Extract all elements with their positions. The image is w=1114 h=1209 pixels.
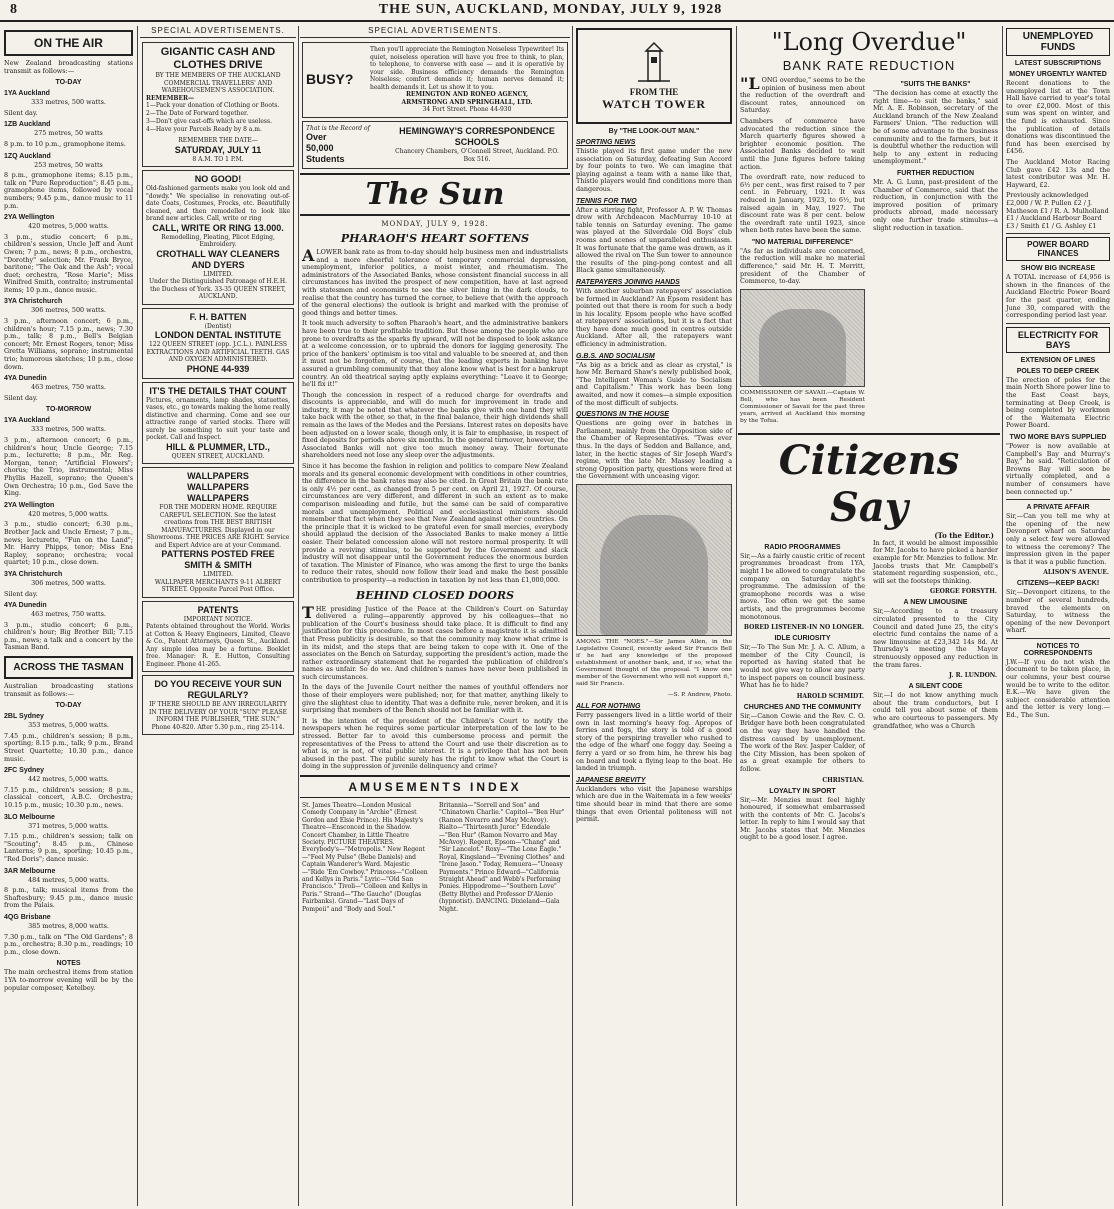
editorial-headline: PHARAOH'S HEART SOFTENS [340,232,530,245]
today-heading: TO-DAY [55,79,82,87]
patents-sub: IMPORTANT NOTICE. [183,615,253,623]
money-wanted: MONEY URGENTLY WANTED [1009,71,1107,78]
no-good-heading: NO GOOD! [194,174,242,184]
notices-text: J.W.—If you do not wish the document to be taken place, in our columns, your best course would be to write to the editor. E.K.—We have given the subject considerable attention and the letter is very long.—Ed., The Sun. [1006,657,1110,720]
hem-name: HEMINGWAY'S CORRESPONDENCE SCHOOLS [399,126,555,148]
station-power: 484 metres, 5,000 watts. [28,875,109,884]
hem-record: That is the Record of [306,124,370,132]
drive-point: 2—The Date of Forward together. [146,110,249,117]
news-and-letters-column [738,26,1000,1206]
station-name: 1YA Auckland [4,417,50,425]
no-good-text: Old-fashioned garments make you look old and "dowdy." We specialise in renovating out-of-date Coats, Costumes, Frocks, etc. Beautifully cleaned, and then remodelled to look like brand new articles. Call, write or ring [146,185,290,222]
drive-by: BY THE MEMBERS OF THE AUCKLAND COMMERCIAL TRAVELLERS' AND WAREHOUSEMEN'S ASSOCIATION. [155,72,281,94]
long-overdue-headline: "Long Overdue" [771,28,967,56]
sun-text: IF THERE SHOULD BE ANY IRREGULARITY IN THE DELIVERY OF YOUR "SUN" PLEASE INFORM THE PUBLISHER, "THE SUN." [149,701,287,723]
article-paragraph: "As far as individuals are concerned, the reduction will make no material difference," said Mr. H. T. Merritt, president of the Chamber of Commerce, to-day. [740,246,865,286]
station-power: 385 metres, 8,000 watts. [28,921,109,930]
keep-back-heading: CITIZENS—KEEP BACK! [1016,580,1100,588]
station-power: 306 metres, 500 watts. [31,578,106,587]
today-stations [2,90,135,402]
letter-heading: RADIO PROGRAMMES [764,543,841,551]
station-name: 4QG Brisbane [4,913,51,921]
wallpapers-line: WALLPAPERS [187,493,249,503]
remember-label: REMEMBER— [146,94,195,102]
station-text: 3 p.m., studio concert; 6 p.m., children's hour; Big Brother Bill; 7.15 p.m., news; a talk and a concert by the Tasman Band. [4,620,133,652]
details-heading: IT'S THE DETAILS THAT COUNT [149,385,287,396]
hem-students: Students [306,154,345,164]
station-name: 3LO Melbourne [4,813,55,821]
station-name: 1YA Auckland [4,90,50,98]
article-paragraph: Chambers of commerce have advocated the reduction since the March quarterly figures showed a brighter economic position. The Associated Banks decided to wait until the June figures before taking action. [740,116,865,171]
batten-inst: LONDON DENTAL INSTITUTE [154,330,282,340]
electricity-subhead2: POLES TO DEEP CREEK [1016,367,1100,375]
article-paragraph: "LONG overdue," seems to be the opinion of business men about the reduction of the overdraft and discount rates, announced on Saturday. [740,74,865,115]
byline: By "THE LOOK-OUT MAN." [608,128,700,135]
station-power: 442 metres, 5,000 watts. [28,775,109,784]
item-heading: RATEPAYERS JOINING HANDS [576,278,680,286]
on-the-air-column [2,26,135,1206]
dateline: MONDAY, JULY 9, 1928. [381,220,489,228]
item-text: "As big as a brick and as clear as crystal," is how Mr. Bernard Shaw's newly published book, "The Intelligent Woman's Guide to Socialism and Capitalism." This work has been long awaited, and now it comes—a simple exposition of the most difficult of subjects. [576,360,732,407]
article-subhead: "NO MATERIAL DIFFERENCE" [751,238,854,246]
station-name: 2YA Wellington [4,214,55,222]
busy-heading: BUSY? [306,71,354,88]
australian-stations [2,713,135,956]
tower-name: WATCH TOWER [601,96,707,111]
item-heading: ALL FOR NOTHING [576,702,641,710]
remember-date-label: REMEMBER THE DATE— [178,137,258,144]
letter-text: In fact, it would be almost impossible for Mr. Jacobs to have picked a harder example for Mr. Menzies to follow. Mr. Jacobs trusts that Mr. Campbell's statement regarding suspension, etc., will set the footsteps thinking. [873,538,998,585]
sun-delivery-ad [142,675,294,735]
electricity-subhead: EXTENSION OF LINES [1020,356,1096,364]
item-heading: TENNIS FOR TWO [576,197,637,205]
letter-heading: LOYALTY IN SPORT [769,787,836,795]
item-heading: JAPANESE BREVITY [576,776,646,784]
station-name: 3AR Melbourne [4,867,56,875]
captain-bell-photo [740,289,865,387]
station-power: 333 metres, 500 watts. [31,98,106,107]
batten-ad [142,308,294,379]
across-tasman-heading: ACROSS THE TASMAN [4,656,133,679]
electricity-sub: TWO MORE BAYS SUPPLIED [1009,434,1107,441]
letter-signature: J. R. LUNDON. [949,672,997,680]
letters [738,540,1000,845]
article-subhead: "SUITS THE BANKS" [900,81,971,88]
item-text: Questions are going over in batches in Parliament, mainly from the Opposition side of the Chamber of Representatives. "Twas ever thus. In the days of Seddon and Ballance, and, later, in the hectic stages of Sir Joseph Ward's regime, with the late Mr. Massey leading a strong Opposition party, questions were fired at the Government with unceasing vigor. [576,419,732,481]
station-power: 253 metres, 50 watts [34,160,103,169]
notices-heading: NOTICES TO CORRESPONDENTS [1023,642,1093,657]
item-heading: SPORTING NEWS [576,139,636,146]
latest-subscriptions: LATEST SUBSCRIPTIONS [1014,60,1102,67]
wallpapers-line: WALLPAPERS [187,482,249,492]
letter-text: Sir,—I do not know anything much about the tram conductors, but I could tell you about some of them who are courteous to passengers. My grandfather, who was a Church [873,691,998,730]
station-power: 463 metres, 750 watts. [31,610,106,619]
station-text: 8 p.m., talk; musical items from the Shaftesbury; 9.45 p.m., dance music from the Palais. [4,886,133,910]
station-text: Silent day. [4,108,38,117]
station-power: 420 metres, 5,000 watts. [28,222,109,231]
batten-name: F. H. BATTEN [189,311,247,322]
letter-heading: A NEW LIMOUSINE [903,599,968,607]
station-name: 2FC Sydney [4,767,45,775]
electricity-heading: ELECTRICITY FOR BAYS [1006,327,1110,353]
station-power: 463 metres, 750 watts. [31,383,106,392]
hem-over: Over [306,132,327,142]
item-heading: G.B.S. AND SOCIALISM [576,352,655,360]
article-paragraph: Mr. A. G. Lunn, past-president of the Chamber of Commerce, said that the reduction, in conjunction with the improved position of primary products abroad, made necessary only one further trade stimulus—a slight reduction in taxation. [873,177,998,232]
local-news-column [1004,26,1112,1206]
power-board-heading: POWER BOARD FINANCES [1006,237,1110,261]
citizens-say-heading: Citizens Say [738,433,1000,531]
station-name: 1ZB Auckland [4,121,51,129]
letter-heading: A SILENT CODE [908,683,963,691]
station-name: 4YA Dunedin [4,602,47,610]
letter-text: Sir,—According to a treasury circulated presented to the City Council and dated June 25, the city's electric fund contains the name of a new limousine at £23,342 14s 8d. At Thursday's meeting the Mayor strenuously opposed any reduction in the tram fares. [873,607,998,669]
batten-sub: (Dentist) [204,322,232,330]
busy-company2: ARMSTRONG AND SPRINGHALL, LTD. [401,98,533,106]
letter-text: Sir,—As a fairly caustic critic of recent programmes broadcast from 1YA, might I be allowed to congratulate the company on Saturday night's programme. The admission of the gramophone records was a wise move. Too often we get the same artists, and the programmes become monotonous. [740,551,865,621]
letter-signature: GEORGE FORSYTH. [929,588,997,596]
station-text: 3 p.m., studio concert; 6 p.m., children's session, Uncle Jeff and Aunt Gwen; 7 p.m., news; 8 p.m., orchestra, "Dorothy" selection; Mr. Frank Bryce, baritone; "The Oak and the Ash"; vocal duet; orchestra, "Rose Marie"; Miss Winifred Smith, contralto; instrumental items; 10 p.m., dance music. [4,232,133,294]
clothes-drive-ad [142,42,294,167]
radio-intro: New Zealand broadcasting stations transmit as follows:— [4,59,133,75]
special-ads-label: SPECIAL ADVERTISEMENTS. [140,26,296,38]
item-text: With another suburban ratepayers' association be formed in Auckland? An Epsom resident has pointed out that there is room for such a body in his locality. Epsom people who have scoffed at ratepayers' associations, but it is a fact that they have done much good in centres outside Auckland. After all, the ratepayers want efficiency in administration. [576,286,732,349]
batten-phone: PHONE 44-939 [186,363,250,374]
across-today: TO-DAY [55,702,82,710]
station-power: 353 metres, 5,000 watts. [28,721,109,730]
index-column: St. James Theatre—London Musical Comedy Company in "Archie" (Ernest Gordon and Elsie Prince). His Majesty's Theatre—Ensconced in the Shadow. Concert Chamber, in Little Theatre Society. PICTURE THEATRES. Everybody's—"Metropolis." New Regent—"Feel My Pulse" (Bebe Daniels) and Captain Wanderer's Ward. Majestic—"Ride 'Em Cowboy." Princess—"Colleen and Kellys in Paris." Lyric—"Old San Francisco." Tivoli—"Colleen and Kellys in Paris." Strand—"The Gaucho" (Douglas Fairbanks). Grand—"Last Days of Pompeii" and "Body and Soul." [302,802,428,913]
smith-wallpaper-ad [142,467,294,598]
watch-tower-column [574,26,734,1206]
letter-heading: CHURCHES AND THE COMMUNITY [743,703,862,711]
photo-credit: —S. P. Andrew, Photo. [667,691,732,698]
tower-icon [634,41,674,87]
smith-addr: WALLPAPER MERCHANTS 9-11 ALBERT STREET. Opposite Parcel Post Office. [154,578,282,593]
smith-sub: LIMITED. [203,571,233,578]
hem-num: 50,000 [306,143,334,153]
hem-addr: Chancery Chambers, O'Connell Street, Auckland. P.O. Box 516. [395,148,559,163]
station-text: 7.45 p.m., children's session; 8 p.m., sporting; 8.15 p.m., talk; 9 p.m., Brand Street Quartette; 10.30 p.m., dance music. [4,731,133,763]
letter-text: Sir,—Canon Cowie and the Rev. C. O. Bridger have both been congratulated on the way they have handled the distress caused by unemployment. The work of the Rev. Jasper Calder, of the City Mission, has been spoken of as a great example for others to follow. [740,711,865,773]
patterns-posted: PATTERNS POSTED FREE [161,549,275,559]
private-affair-text: Sir,—Can you tell me why at the opening of the new Devonport wharf on Saturday only a select few were allowed to witness the ceremony? The impression given in the paper is that it was a public function. [1006,512,1110,566]
letter-text: Sir,—To The Sun Mr. J. A. C. Allum, a member of the City Council, is reported as having stated that he would not give way to allow any party to inspect papers on council business. What has he to hide? [740,643,865,690]
item-text: Ferry passengers lived in a little world of their own in last morning's heavy fog. Apropos of ferries and fogs, the story is told of a good story of the perspiring traveller who rushed to the edge of the wharf one foggy day. Seeing a ferry a yard or so from him, he threw his bag on board and took a flying leap to the boat. He landed in triumph. [576,710,732,773]
station-name: 3YA Christchurch [4,298,63,306]
article-paragraph: "The decision has come at exactly the right time—to suit the banks," said Mr. A. E. Robinson, secretary of the Auckland branch of the New Zealand Farmers' Union. "The reduction will be of some advantage to the business community and to the farmers, but it is doubtful whether the reduction will help to any extent in reducing unemployment." [873,89,998,166]
station-text: 7.15 p.m., children's session; talk on "Scouting"; 8.45 p.m., Chinese Lanterns; 9 p.m., sporting; 10.45 p.m., "Red Doris"; dance music. [4,832,133,863]
tomorrow-stations [2,417,135,652]
station-name: 2BL Sydney [4,713,44,721]
power-board-text: A TOTAL increase of £4,956 is shown in the finances of the Auckland Electric Power Board for the past quarter, ending June 30, compared with the corresponding period last year. [1006,273,1110,320]
drive-date: SATURDAY, JULY 11 [174,144,262,155]
letter-signature: HAROLD SCHMIDT. [796,692,864,700]
electricity-text: The erection of poles for the main North Shore power line to the East Coast bays, terminating at Deep Creek, is being completed by workmen of the Waitemata Electric Power Board. [1006,375,1110,430]
drive-point: 4—Have your Parcels Ready by 8 a.m. [146,126,262,133]
station-power: 420 metres, 5,000 watts. [28,509,109,518]
station-name: 4YA Dunedin [4,375,47,383]
station-power: 275 metres, 50 watts [34,129,103,138]
drive-point: 3—Don't give cast-offs which are useless. [146,118,272,125]
masthead-title: THE SUN, AUCKLAND, MONDAY, JULY 9, 1928 [378,2,723,17]
wallpaper-text: FOR THE MODERN HOME. REQUIRE CAREFUL SELECTION. See the latest creations from THE BEST BRITISH MANUFACTURERS. Displayed in our Showrooms. THE PRICES ARE RIGHT. Service and Expert Advice are at your Command. [146,504,290,549]
editorial-headline: BEHIND CLOSED DOORS [355,588,515,602]
editorial-paragraph: In the days of the Juvenile Court neither the names of youthful offenders nor those of their employers were published; nor, for that matter, anything likely to give the slightest clue to identity. That was a definite rule, never broken, and it is surprising that members of the Bench should not be familiar with it. [302,683,568,715]
editorial-paragraph: Since it has become the fashion in religion and politics to compare New Zealand morals and its general economic development with conditions in other countries, the difference in the bank rates may also be cited. In Great Britain the bank rate is only 4½ per cent., as changed from 5 per cent. on April 21, 1927. Of course, circumstances are very different, and different in such an extent as to make comparison misleading and futile, but the same can be said of comparative morals and unemployment. Political and ecclesiastical ministers should remember that fact when they see that New Zealand against other countries. On the principle that it is wicked to be grateful even for small mercies, everybody should applaud the decision of the Associated Banks to make money a little easier. Their belated concession alone will not restore normal prosperity. It will provide a reviving stimulus, to be supported by the Government and slack industry will not disappear until the Government reduces the enormous burden of taxation. The Minister of Finance, who was among the first to urge the banks to reduce their rates, should now follow their lead and make the best possible contribution to prosperity—a reduction in taxation by not less than £1,000,000. [302,462,568,584]
item-text: Aucklanders who visit the Japanese warships which are due in the Waitemata in a few weeks' time should bear in mind that there are some things that even Oriental politeness will not permit. [576,784,732,824]
editorial-paragraph: It took much adversity to soften Pharaoh's heart, and the administrative bankers have been true to their profitable tradition. But those among the people who are prone to overdrafts as the sparks fly upward, will not be disposed to look askance at a welcome concession, or to upbraid the donors for lagging generosity. The price of the bankers' optimism is too vital and valuable to be sneered at, and then it must not be forgotten, of course, that the leading experts in banking have assured a grumbling community that they alone know what is best for a bankrupt country. An old theatrical saying aptly explains everything: "Leave it to George; he'll fix it!" [302,319,568,389]
editorial-column [300,26,570,1206]
batten-text: 122 QUEEN STREET (opp. J.C.L.). PAINLESS EXTRACTIONS AND ARTIFICIAL TEETH. GAS AND OXYGEN ADMINISTERED. [146,341,290,363]
no-good-phone: CALL, WRITE OR RING 13.000. [152,222,284,233]
amusements-index-heading: AMUSEMENTS INDEX [300,775,570,798]
photo-caption: COMMISSIONER OF SAVAII.—Captain W. Bell, who has been Resident Commissioner of Savaii for the past three years, arrived at Auckland this morning by the Tofua. [740,389,865,424]
keep-back-text: Sir,—Devonport citizens, to the number of several hundreds, braved the elements on Saturday, to witness the opening of the new Devonport wharf. [1006,588,1110,635]
patents-ad [142,601,294,673]
editorial-paragraph: ALOWER bank rate as from to-day should help business men and industrialists and a more cheerful tolerance of temporary commercial depression, unemployment, inferior politics, a moist winter, and rheumatism. The administrators of the Associated Banks, whose consistent financial success in all circumstances has invited the prospect of new competition, have at last agreed with statesmen and economists to see the silver lining in the dark clouds, to realise that the country has turned the corner, to believe that (with the approach of the general elections) the outlook is bright and marked with the promise of good things and better times. [302,246,568,317]
editorial-paragraph: Though the concession in respect of a reduced charge for overdrafts and discounts is appreciable, and will do much for improvement in trade and industry, it may be noted that whatever the banks give with one hand they will take back with the other, so that, in the final balance, their high dividends shall remain as the laws of the Medes and the Persians. Interest rates on deposits have been adjusted on a lower scale, though only, it is fair to emphasise, in respect of fixed deposits for periods above six months. In the general turnover, however, the Associated Banks will not give too much money away. Their fortunate shareholders need not lose any sleep over the adjustments. [302,390,568,460]
editorial-paragraph: THE presiding Justice of the Peace at the Children's Court on Saturday delivered a ruling—apparently approved by his colleagues—that no publication of the Court's business should take place. It is difficult to find any justification for this procedure. In most cases before a magistrate it is admitted that Press publicity is desirable, so that the community may know what crime is in its midst, and the steps that are being taken to cope with it. One of the associates on the Bench on Saturday, supporting the president's action, made the rather extraordinary statement that he regarded the publication of children's names as unfair. So do we. And children's names have never been published in such circumstances. [302,602,568,681]
patents-text: Patents obtained throughout the World. Works at Cotton & Heavy Engineers, Limited, Cleave & Co., Patent Attorneys, Queen St., Auckland. Any simple idea may be a fortune. Booklet free. Manager: R. E. Hutton, Consulting Engineer. Phone 41-265. [146,623,290,668]
editorial-paragraph: It is the intention of the president of the Children's Court to notify the newspapers when he requires some particular interpretation of the law to be stressed. Better far to avoid this cumbersome process and permit the representatives of the Press to attend the Court and use their discretion as to what is, or is not, of vital public interest. It is a privilege that has not been abused in the past. The public surely has the right to know what the Court is doing in the suppression of juvenile delinquency and crime? [302,716,568,771]
item-heading: QUESTIONS IN THE HOUSE [576,411,669,419]
across-intro: Australian broadcasting stations transmit as follows:— [4,682,133,698]
busy-text: Then you'll appreciate the Remington Noiseless Typewriter! Its quiet, noiseless operation will have you free to think, to plan, to telephone, to converse with ease — and it is operative by your side. Business efficiency demands the Remington Noiseless; comfort demands it; human nerves demand it; health demands it. Let us show it to you. [370,46,564,91]
article-paragraph: The overdraft rate, now reduced to 6½ per cent., was first raised to 7 per cent. in February, 1921. It was reduced in January, 1923, to 6½, but raised again in May, 1927. The discount rate was 8 per cent. below the overdraft rate until 1923, since when both rates have been the same. [740,173,865,235]
station-text: 3 p.m., afternoon concert; 6 p.m., children's hour, Uncle George; 7.15 p.m., lecturette; 8 p.m., Mr. Reg. Morgan, tenor; "Artificial Flowers"; chorus; the Trio, instrumental; Miss Phyllis Hazell, soprano; the Queen's Own Orchestra; 10 p.m., God Save the King. [4,436,133,498]
station-text: 8 p.m., gramophone items; 8.15 p.m., talk on "Pure Reproduction"; 8.45 p.m., gramophone items, followed by vocal numbers; 9.45 p.m., dance music to 11 p.m. [4,171,133,210]
tower-from: FROM THE [629,86,679,97]
station-text: 7.30 p.m., talk on "The Old Gardens"; 8 p.m., orchestra; 8.30 p.m., readings; 10 p.m., close down. [4,932,133,956]
the-sun-logo: The Sun [300,173,570,216]
hill-plummer-ad [142,382,294,465]
notes-heading: NOTES [56,960,81,968]
crothall-name: CROTHALL WAY CLEANERS AND DYERS [156,248,280,270]
amusements-index [300,802,570,913]
hemingway-ad [302,121,568,170]
special-ads-label: SPECIAL ADVERTISEMENTS. [300,26,570,38]
station-name: 2YA Wellington [4,501,55,509]
station-text: Silent day. [4,393,38,402]
crothall-sub: LIMITED. [203,270,233,278]
crothall-ad [142,170,294,305]
hill-name: HILL & PLUMMER, LTD., [166,441,270,452]
station-text: 7.15 p.m., children's session; 8 p.m., classical concert, A.B.C. Orchestra; 10.15 p.m., music; 10.30 p.m., news. [4,785,133,809]
sun-box: DO YOU RECEIVE YOUR SUN REGULARLY? [154,679,282,700]
wallpapers-line: WALLPAPERS [187,471,249,481]
watch-tower-banner [576,28,732,124]
drive-point: 1—Pack your donation of Clothing or Boots. [146,102,280,109]
letter-signature: CHRISTIAN. [822,776,864,784]
private-affair-sig: ALISON'S AVENUE. [1043,569,1109,577]
on-the-air-heading: ON THE AIR [4,30,133,56]
unemployed-funds-heading: UNEMPLOYED FUNDS [1006,28,1110,56]
fund-text: The Auckland Motor Racing Club gave £42 13s and the latest contributor was Mr. H. Hayward, £2. [1006,157,1110,189]
hill-addr: QUEEN STREET, AUCKLAND. [171,452,265,460]
item-text: Thistle played its first game under the new association on Saturday, defeating Sun Accord by four points to two. We can imagine that playing against a team with a name like that, Thistle players would find conditions more than dangerous. [576,147,732,193]
details-text: Pictures, ornaments, lamp shades, statuettes, vases, etc., go towards making the home really distinctive and charming. Come and see our attractive range of varied stocks. There will surely be something to suit your taste and pocket. Call and Inspect. [146,396,290,441]
station-power: 333 metres, 500 watts. [31,425,106,434]
sir-james-allen-photo [576,484,732,636]
page-number: 8 [10,2,17,17]
index-column: Britannia—"Sorrell and Son" and "Chinatown Charlie." Capitol—"Ben Hur" (Ramon Novarro and May McAvoy). Rialto—"Thirteenth Juror." Edendale—"Ben Hur" (Ramon Novarro and May McAvoy). Regent, Epsom—"Chang" and "Sir Lancelot." Roxy—"The Lone Eagle." Royal, Kingsland—"Evening Clothes" and "Irene Jason." Today, Remuera—"Uneasy Payments." Prince Edward—"California Straight Ahead" and Webb's Performing Ponies. Hippodrome—"Southern Love" (Betty Blythe) and Professor D'Alenio (hypnotist). DANCING. Dixieland—Gala Night. [439,802,565,913]
advertisements-column [140,26,296,1206]
masthead [0,0,1114,22]
remington-ad [302,42,568,118]
drive-title: GIGANTIC CASH AND CLOTHES DRIVE [160,46,276,71]
item-text: After a stirring fight, Professor A. P. W. Thomas drew with Archdeacon MacMurray 10-10 at table tennis on Saturday evening. The game was played at the Silverdale Old Boys' club rooms and scenes of unparalleled enthusiasm. It was fortunate that the game was drawn, as it allowed the rival on The Sun tower to announce the results of the ping-pong contest and all Black game simultaneously. [576,205,732,275]
tomorrow-heading: TO-MORROW [45,406,92,414]
smith-name: SMITH & SMITH [184,560,252,570]
power-board-subhead: SHOW BIG INCREASE [1020,265,1096,273]
station-text: 8 p.m. to 10 p.m., gramophone items. [4,139,126,148]
bank-rate-article [738,74,1000,429]
letter-signature: BORED LISTENER-IN NO LONGER. [743,624,864,632]
station-power: 371 metres, 5,000 watts. [28,821,109,830]
busy-addr: 34 Fort Street. Phone 44-930 [422,106,512,113]
station-name: 1ZQ Auckland [4,152,51,160]
station-power: 306 metres, 500 watts. [31,306,106,315]
fund-text: Recent donations to the unemployed list at the Town Hall have carried to year's total to over £2,000. Most of this sum was spent on winter, and the fund is exhausted. Since the publication of details donations was discontinued the fund has been exercised by £456. [1006,79,1110,156]
article-subhead: FURTHER REDUCTION [897,169,974,177]
letter-text: Sir,—Mr. Menzies must feel highly honoured, if somewhat embarrassed with the contents of Mr. C. Jacobs's letter. In reply to him I would say that Mr. Jacobs states that Mr. Menzies ought to be a good loser. I agree. [740,795,865,842]
station-name: 3YA Christchurch [4,570,63,578]
private-affair-heading: A PRIVATE AFFAIR [1026,504,1090,512]
electricity-text2: "Power is now available at Campbell's Bay and Murray's Bay," he said. "Reticulation of Browns Bay will soon be virtually completed, and a number of consumers have been connected up." [1006,442,1110,496]
crothall-addr: Under the Distinguished Patronage of H.E.H. the Duchess of York. 33-35 QUEEN STREET, AUCKLAND. [149,278,287,300]
bank-rate-subhead: BANK RATE REDUCTION [782,58,956,73]
notes-text: The main orchestral items from station 1YA to-morrow evening will be by the popular composer, Ketelbey. [4,968,133,992]
drive-time: 8 A.M. TO 1 P.M. [192,155,244,163]
busy-company: REMINGTON AND RONEO AGENCY, [405,91,529,98]
station-text: 3 p.m., studio concert; 6.30 p.m., Brother Jack and Uncle Ernest; 7 p.m., news; lecturette, "Fun on the Land"; Mr. Harry Phipps, tenor; Miss Ena Rapley, soprano; orchestra; vocal quartet; 10 p.m., close down. [4,520,133,567]
fund-list: Previously acknowledged £2,000 / W. P. Pullen £2 / J. Matheson £1 / R. A. Mulholland £1 / Auckland Harbour Board £3 / Smith £1 / G. Ashley £1 [1006,191,1109,230]
sun-phone: Phone 40-820. After 5.30 p.m., ring 25-114. [151,723,285,731]
station-text: 3 p.m., afternoon concert; 6 p.m., children's hour; 7.15 p.m., news; 7.30 p.m., talk; 8 p.m., Bell's Belgian concert; Mr. Ernest Rogers, tenor; Miss Gretta Williams, soprano; instrumental trio; humorous sketches; 10 p.m., close down. [4,317,133,371]
photo-caption: AMONG THE "NOES."—Sir James Allen, in the Legislative Council, recently asked Sir Francis Bell if he had any knowledge of the proposed establishment of another bank, and, if so, what the Government thought of the proposal. "I know one member of the Government who will not support it," said Sir Francis. [576,638,732,687]
to-the-editor: (To the Editor.) [934,530,994,540]
station-text: Silent day. [4,589,38,598]
letter-heading: IDLE CURIOSITY [774,635,831,643]
patents-heading: PATENTS [197,604,239,615]
crothall-small: Remodelling, Pleating, Plicot Edging, Embroidery. [161,233,275,248]
